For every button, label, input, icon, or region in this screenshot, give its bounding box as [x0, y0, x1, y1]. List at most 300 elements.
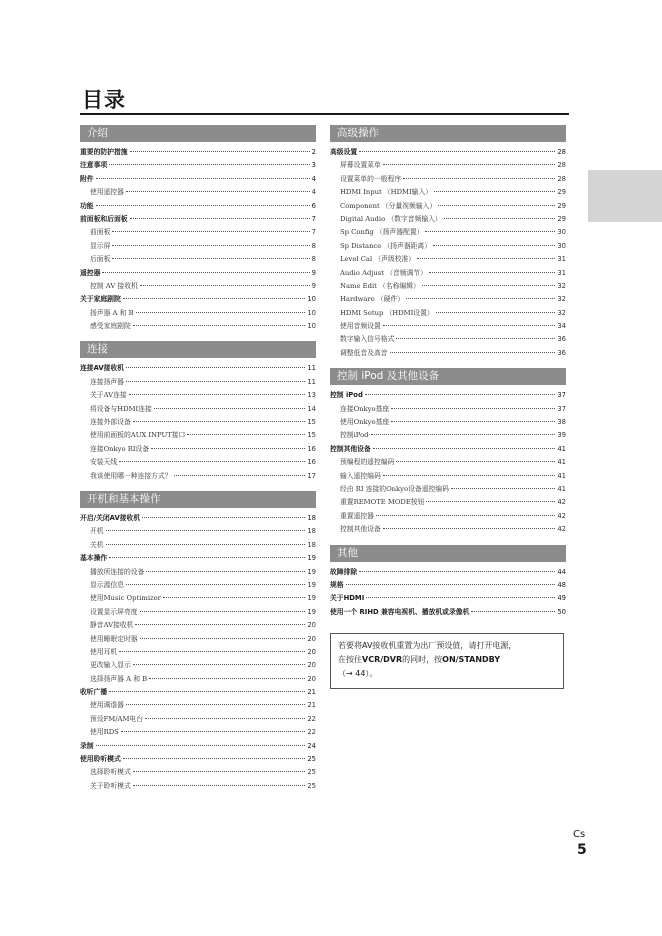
toc-entry[interactable]: [330, 592, 566, 605]
toc-entry-page: 3: [311, 161, 316, 170]
dot-leader: [366, 597, 555, 598]
toc-entry[interactable]: [80, 293, 316, 306]
dot-leader: [109, 164, 309, 165]
toc-entry-label: 高级设置: [330, 148, 358, 156]
dot-leader: [429, 272, 555, 273]
toc-entry[interactable]: [330, 213, 566, 226]
toc-entry-page: 38: [557, 418, 566, 427]
toc-entry-page: 17: [307, 471, 316, 480]
toc-entry-page: 19: [307, 554, 316, 563]
toc-entry-label: 使用耳机: [90, 647, 118, 656]
toc-entry[interactable]: [330, 240, 566, 253]
toc-entry-page: 24: [307, 741, 316, 750]
toc-entry-page: 4: [311, 174, 316, 183]
toc-entry-label: 重置REMOTE MODE按钮: [340, 498, 425, 507]
toc-entry-page: 20: [307, 674, 316, 683]
dot-leader: [174, 475, 306, 476]
toc-entry-label: 控制 AV 接收机: [90, 281, 138, 290]
dot-leader: [471, 611, 555, 612]
toc-entry-label: Sp Config （扬声器配置）: [340, 228, 424, 237]
toc-entry[interactable]: [330, 403, 566, 416]
toc-entry-label: 安装天线: [90, 458, 118, 467]
dot-leader: [444, 218, 556, 219]
toc-entry[interactable]: [80, 766, 316, 779]
toc-entry[interactable]: [80, 713, 316, 726]
toc-entry[interactable]: [80, 226, 316, 239]
dot-leader: [359, 571, 555, 572]
toc-entry-label: 控制iPod: [340, 431, 369, 440]
dot-leader: [126, 367, 305, 368]
toc-entry-page: 20: [307, 661, 316, 670]
toc-entry-page: 36: [557, 335, 566, 344]
dot-leader: [109, 691, 305, 692]
toc-entry-label: 更改输入显示: [90, 661, 131, 670]
toc-entry-page: 41: [557, 458, 566, 467]
toc-entry[interactable]: [80, 416, 316, 429]
toc-entry[interactable]: [80, 619, 316, 632]
toc-entry[interactable]: [80, 780, 316, 793]
toc-entry-page: 2: [311, 148, 316, 156]
dot-leader: [151, 448, 305, 449]
toc-entry-page: 10: [307, 322, 316, 331]
toc-entry-page: 9: [311, 268, 316, 277]
section-header: 连接: [80, 341, 316, 358]
toc-section: [80, 341, 316, 483]
toc-entry[interactable]: [80, 200, 316, 213]
toc-right-column: [330, 125, 566, 627]
toc-entry-page: 37: [557, 391, 566, 400]
toc-entry-page: 4: [311, 188, 316, 197]
toc-entry-page: 16: [307, 458, 316, 467]
dot-leader: [417, 258, 555, 259]
toc-entry-page: 39: [557, 431, 566, 440]
toc-entry-page: 29: [557, 201, 566, 210]
toc-entry[interactable]: [80, 443, 316, 456]
toc-entry-label: 使用Onkyo基座: [340, 418, 390, 427]
dot-leader: [121, 731, 306, 732]
toc-entry-label: 使用一个 RIHD 兼容电视机、播放机或录像机: [330, 607, 470, 616]
dot-leader: [145, 718, 305, 719]
toc-entry[interactable]: [330, 456, 566, 469]
toc-entry[interactable]: [80, 240, 316, 253]
toc-entry[interactable]: [330, 146, 566, 159]
toc-entry[interactable]: [330, 347, 566, 360]
toc-entry[interactable]: [330, 200, 566, 213]
toc-entry-page: 32: [557, 281, 566, 290]
toc-entry-page: 20: [307, 634, 316, 643]
toc-entry[interactable]: [80, 592, 316, 605]
dot-leader: [126, 704, 305, 705]
dot-leader: [373, 448, 556, 449]
toc-entry-label: 关于AV连接: [90, 391, 127, 400]
toc-entry[interactable]: [80, 253, 316, 266]
toc-entry-label: 静音AV接收机: [90, 621, 134, 630]
toc-entry[interactable]: [80, 159, 316, 172]
toc-entry[interactable]: [80, 362, 316, 375]
toc-entry-page: 42: [557, 498, 566, 507]
reset-note-box: [330, 633, 564, 689]
dot-leader: [126, 381, 305, 382]
toc-entry[interactable]: [330, 566, 566, 579]
dot-leader: [96, 745, 306, 746]
dot-leader: [112, 231, 309, 232]
toc-entry-label: 故障排除: [330, 567, 358, 576]
toc-entry-label: 连接Onkyo基座: [340, 404, 390, 413]
dot-leader: [140, 638, 306, 639]
dot-leader: [96, 178, 310, 179]
toc-entry-label: Digital Audio （数字音频输入）: [340, 214, 442, 223]
toc-entry-label: 开启/关闭AV接收机: [80, 513, 141, 522]
dot-leader: [406, 298, 555, 299]
toc-entry-label: 扬声器 A 和 B: [90, 308, 134, 317]
toc-entry-page: 42: [557, 525, 566, 534]
toc-entry[interactable]: [330, 510, 566, 523]
toc-entry-label: 选择扬声器 A 和 B: [90, 674, 148, 683]
toc-entry[interactable]: [80, 753, 316, 766]
dot-leader: [136, 312, 306, 313]
toc-section: [80, 125, 316, 333]
toc-entry-label: 附件: [80, 174, 94, 183]
dot-leader: [130, 151, 310, 152]
section-header: 其他: [330, 545, 566, 562]
toc-entry-page: 11: [307, 377, 316, 386]
dot-leader: [383, 164, 556, 165]
toc-entry-label: 输入遥控编码: [340, 471, 381, 480]
toc-entry-page: 19: [307, 594, 316, 603]
toc-entry[interactable]: [80, 146, 316, 159]
toc-entry-label: 选择聆听模式: [90, 768, 131, 777]
dot-leader: [133, 325, 306, 326]
dot-leader: [140, 611, 306, 612]
toc-entry-page: 30: [557, 228, 566, 237]
toc-entry-label: 我该使用哪一种连接方式？: [90, 471, 172, 480]
toc-entry-label: 显示屏: [90, 241, 111, 250]
toc-entry-label: 控制其他设备: [340, 525, 381, 534]
toc-entry[interactable]: [80, 186, 316, 199]
toc-entry-label: 连接Onkyo RI设备: [90, 444, 150, 453]
toc-entry-page: 18: [307, 540, 316, 549]
toc-entry-page: 29: [557, 214, 566, 223]
toc-entry-label: 录制: [80, 741, 94, 750]
dot-leader: [403, 178, 555, 179]
toc-entry-label: 设置显示屏亮度: [90, 607, 138, 616]
dot-leader: [163, 597, 305, 598]
dot-leader: [438, 205, 555, 206]
toc-entry[interactable]: [330, 253, 566, 266]
toc-entry-page: 37: [557, 404, 566, 413]
toc-entry-label: HDMI Setup （HDMI设置）: [340, 308, 434, 317]
dot-leader: [451, 488, 555, 489]
toc-section: [80, 491, 316, 793]
dot-leader: [142, 517, 305, 518]
note-line-3: （→ 44）。: [338, 669, 378, 678]
toc-entry-label: 重置遥控器: [340, 511, 374, 520]
dot-leader: [119, 651, 305, 652]
toc-entry[interactable]: [80, 740, 316, 753]
toc-entry[interactable]: [330, 470, 566, 483]
toc-entry-label: Audio Adjust （音频调节）: [340, 268, 427, 277]
toc-entry-page: 36: [557, 348, 566, 357]
dot-leader: [133, 421, 306, 422]
toc-entry[interactable]: [80, 525, 316, 538]
toc-entry-page: 19: [307, 580, 316, 589]
toc-entry[interactable]: [330, 186, 566, 199]
toc-entry[interactable]: [80, 320, 316, 333]
toc-entry-page: 41: [557, 471, 566, 480]
toc-entry-page: 19: [307, 607, 316, 616]
toc-entry[interactable]: [330, 429, 566, 442]
toc-entry-page: 28: [557, 161, 566, 170]
toc-entry-label: 基本操作: [80, 554, 108, 563]
dot-leader: [154, 408, 306, 409]
dot-leader: [383, 325, 556, 326]
dot-leader: [133, 664, 306, 665]
dot-leader: [112, 258, 309, 259]
section-header: 高级操作: [330, 125, 566, 142]
toc-entry-page: 32: [557, 295, 566, 304]
dot-leader: [346, 584, 556, 585]
toc-entry-label: 感受家庭剧院: [90, 322, 131, 331]
dot-leader: [126, 584, 305, 585]
toc-entry-label: Hardware （硬件）: [340, 295, 405, 304]
toc-entry-label: 数字输入信号格式: [340, 335, 395, 344]
dot-leader: [391, 421, 555, 422]
dot-leader: [119, 461, 305, 462]
toc-entry[interactable]: [330, 416, 566, 429]
toc-section: [330, 545, 566, 620]
toc-entry[interactable]: [330, 159, 566, 172]
toc-entry[interactable]: [330, 389, 566, 402]
dot-leader: [109, 557, 305, 558]
toc-entry-label: 显示源信息: [90, 580, 124, 589]
toc-entry-label: 前面板: [90, 228, 111, 237]
toc-entry[interactable]: [80, 686, 316, 699]
toc-entry-label: 设置菜单的一般程序: [340, 174, 402, 183]
dot-leader: [123, 758, 306, 759]
toc-entry[interactable]: [80, 470, 316, 483]
toc-entry-label: Level Cal （声级校准）: [340, 255, 416, 264]
toc-entry-page: 15: [307, 431, 316, 440]
toc-entry-label: 连接扬声器: [90, 377, 124, 386]
toc-entry-page: 21: [307, 688, 316, 697]
toc-section: [330, 125, 566, 360]
toc-section: [330, 368, 566, 536]
note-vcr-dvr-button: VCR/DVR: [362, 655, 403, 664]
toc-entry[interactable]: [80, 173, 316, 186]
toc-entry-page: 50: [557, 607, 566, 616]
toc-entry-page: 18: [307, 513, 316, 522]
toc-entry[interactable]: [330, 523, 566, 536]
toc-entry[interactable]: [80, 699, 316, 712]
title-rule: [80, 113, 569, 115]
toc-entry[interactable]: [80, 579, 316, 592]
toc-entry-page: 22: [307, 714, 316, 723]
dot-leader: [422, 285, 556, 286]
dot-leader: [123, 298, 306, 299]
dot-leader: [187, 434, 305, 435]
toc-entry-label: 关于聆听模式: [90, 781, 131, 790]
toc-entry-label: 重要的防护措施: [80, 148, 128, 156]
toc-entry-page: 25: [307, 768, 316, 777]
toc-entry-page: 8: [311, 255, 316, 264]
toc-entry-label: 功能: [80, 201, 94, 210]
dot-leader: [371, 434, 556, 435]
toc-entry[interactable]: [80, 539, 316, 552]
dot-leader: [396, 338, 555, 339]
toc-entry-page: 41: [557, 484, 566, 493]
page-number: 5: [577, 842, 587, 858]
toc-entry[interactable]: [80, 606, 316, 619]
section-header: 介绍: [80, 125, 316, 142]
dot-leader: [130, 218, 310, 219]
dot-leader: [436, 312, 556, 313]
toc-entry[interactable]: [80, 429, 316, 442]
toc-entry[interactable]: [80, 403, 316, 416]
toc-entry[interactable]: [330, 267, 566, 280]
toc-entry-page: 15: [307, 418, 316, 427]
toc-entry-page: 42: [557, 511, 566, 520]
toc-entry-label: 使用遥控器: [90, 188, 124, 197]
dot-leader: [383, 475, 556, 476]
toc-entry[interactable]: [330, 173, 566, 186]
dot-leader: [390, 352, 556, 353]
dot-leader: [140, 285, 310, 286]
toc-entry[interactable]: [330, 307, 566, 320]
toc-entry-label: 收听广播: [80, 688, 108, 697]
dot-leader: [396, 461, 555, 462]
dot-leader: [126, 191, 310, 192]
toc-entry[interactable]: [330, 226, 566, 239]
toc-entry[interactable]: [80, 566, 316, 579]
dot-leader: [135, 624, 305, 625]
toc-entry-page: 11: [307, 364, 316, 373]
toc-entry-label: 前面板和后面板: [80, 214, 128, 223]
toc-entry[interactable]: [80, 552, 316, 565]
toc-entry[interactable]: [80, 726, 316, 739]
toc-entry-page: 41: [557, 444, 566, 453]
toc-entry-page: 25: [307, 755, 316, 764]
toc-entry-label: Component （分量视频输入）: [340, 201, 437, 210]
toc-entry-page: 20: [307, 621, 316, 630]
toc-entry[interactable]: [80, 267, 316, 280]
dot-leader: [129, 394, 306, 395]
toc-entry-label: 使用睡眠定时器: [90, 634, 138, 643]
toc-entry[interactable]: [80, 659, 316, 672]
toc-entry-label: 使用音频设置: [340, 322, 381, 331]
toc-entry[interactable]: [330, 280, 566, 293]
toc-entry[interactable]: [80, 646, 316, 659]
toc-entry-page: 29: [557, 188, 566, 197]
dot-leader: [376, 515, 555, 516]
toc-entry-label: 控制 iPod: [330, 391, 363, 400]
toc-entry-page: 31: [557, 255, 566, 264]
toc-entry[interactable]: [80, 389, 316, 402]
note-line-2-pre: 在按住: [338, 655, 362, 664]
toc-entry-label: 预编程的遥控编码: [340, 458, 395, 467]
toc-entry-label: 关机: [90, 540, 104, 549]
toc-entry[interactable]: [80, 633, 316, 646]
toc-entry[interactable]: [330, 606, 566, 619]
toc-entry[interactable]: [80, 280, 316, 293]
dot-leader: [383, 528, 556, 529]
toc-entry-page: 7: [311, 214, 316, 223]
toc-entry-page: 21: [307, 701, 316, 710]
toc-entry-label: 关于HDMI: [330, 594, 365, 603]
toc-entry[interactable]: [80, 307, 316, 320]
dot-leader: [133, 771, 306, 772]
toc-entry-page: 44: [557, 567, 566, 576]
toc-entry-page: 34: [557, 322, 566, 331]
note-line-2-mid: 的同时，按: [402, 655, 443, 664]
toc-entry-label: 关于家庭剧院: [80, 295, 121, 304]
toc-entry-page: 22: [307, 728, 316, 737]
toc-entry-page: 16: [307, 444, 316, 453]
toc-entry-page: 28: [557, 148, 566, 156]
toc-entry-page: 25: [307, 781, 316, 790]
toc-entry-label: 连接外部设备: [90, 418, 131, 427]
toc-entry[interactable]: [80, 376, 316, 389]
toc-entry-page: 30: [557, 241, 566, 250]
note-on-standby-button: ON/STANDBY: [442, 655, 501, 664]
toc-entry-label: 使用调谐器: [90, 701, 124, 710]
toc-entry[interactable]: [80, 456, 316, 469]
dot-leader: [102, 272, 309, 273]
toc-entry-label: 使用前面板的AUX INPUT接口: [90, 431, 186, 440]
toc-entry-label: 遥控器: [80, 268, 101, 277]
toc-entry[interactable]: [330, 496, 566, 509]
dot-leader: [112, 245, 309, 246]
dot-leader: [96, 205, 310, 206]
toc-entry-label: 播放所连接的设备: [90, 567, 145, 576]
toc-entry-label: 将设备与HDMI连接: [90, 404, 152, 413]
toc-entry-page: 20: [307, 647, 316, 656]
toc-entry-page: 32: [557, 308, 566, 317]
dot-leader: [365, 394, 556, 395]
toc-entry-page: 7: [311, 228, 316, 237]
toc-entry-page: 48: [557, 580, 566, 589]
side-tab-marker: [588, 170, 662, 222]
toc-entry-page: 13: [307, 391, 316, 400]
page-title: 目录: [82, 88, 126, 112]
dot-leader: [433, 245, 555, 246]
toc-entry-page: 31: [557, 268, 566, 277]
dot-leader: [149, 678, 305, 679]
dot-leader: [106, 530, 306, 531]
toc-entry[interactable]: [80, 673, 316, 686]
toc-entry-label: 开机: [90, 527, 104, 536]
toc-entry[interactable]: [330, 579, 566, 592]
toc-entry[interactable]: [330, 443, 566, 456]
toc-entry[interactable]: [330, 483, 566, 496]
note-line-2: [338, 653, 556, 667]
toc-entry[interactable]: [80, 213, 316, 226]
toc-entry-label: 规格: [330, 580, 344, 589]
toc-entry-page: 10: [307, 295, 316, 304]
toc-entry-label: 注意事项: [80, 161, 108, 170]
toc-entry[interactable]: [330, 293, 566, 306]
dot-leader: [434, 191, 555, 192]
toc-entry[interactable]: [80, 512, 316, 525]
toc-entry-page: 9: [311, 281, 316, 290]
toc-entry[interactable]: [330, 333, 566, 346]
toc-entry-label: 使用RDS: [90, 728, 119, 737]
toc-left-column: [80, 125, 316, 801]
dot-leader: [391, 408, 555, 409]
section-header: 控制 iPod 及其他设备: [330, 368, 566, 385]
toc-entry[interactable]: [330, 320, 566, 333]
dot-leader: [106, 544, 306, 545]
toc-entry-page: 14: [307, 404, 316, 413]
